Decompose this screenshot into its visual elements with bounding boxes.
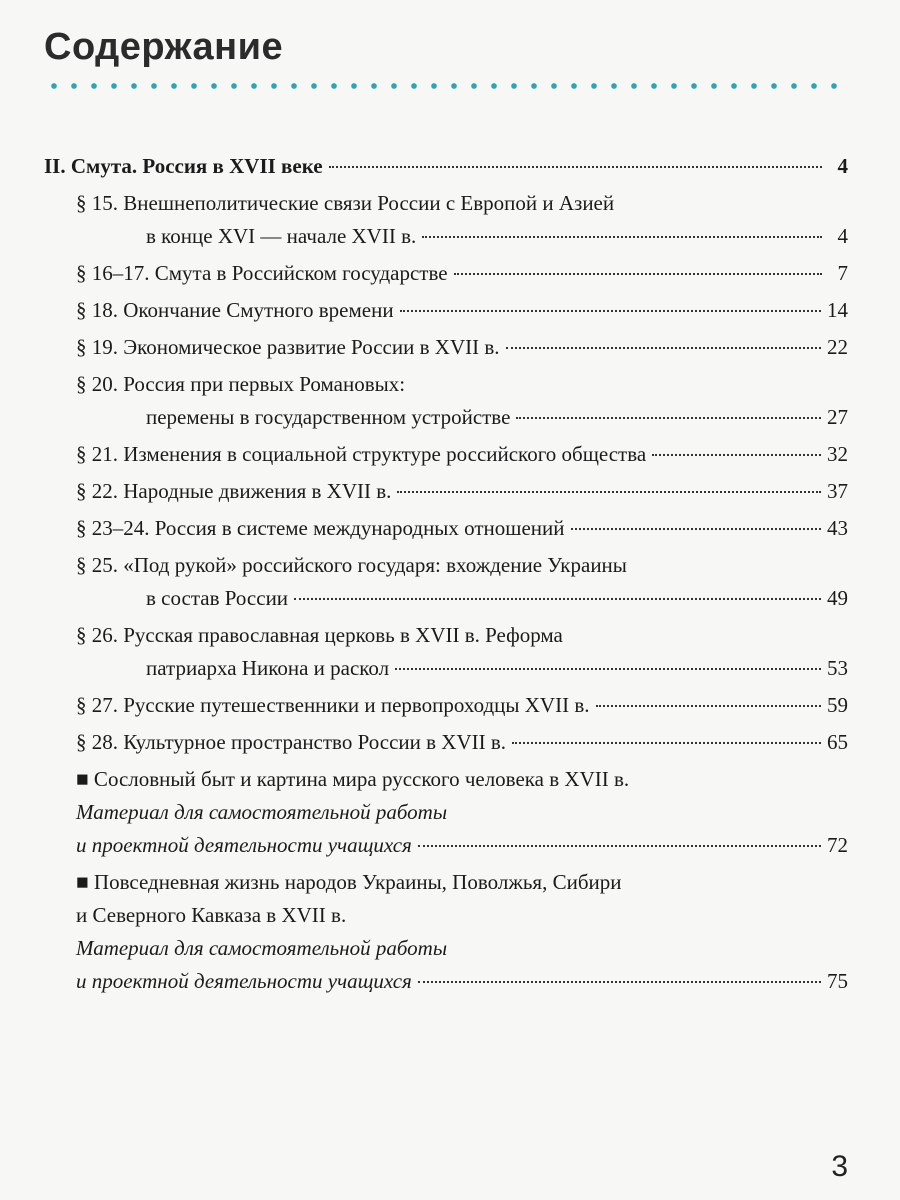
leader-dots	[329, 166, 822, 168]
toc-title: ■ Сословный быт и картина мира русского человека в XVII в.	[76, 767, 630, 791]
toc-note: Материал для самостоятельной работы	[76, 800, 448, 824]
toc-title: ■ Повседневная жизнь народов Украины, Поволжья, Сибири	[76, 870, 622, 894]
toc-note: Материал для самостоятельной работы	[76, 936, 448, 960]
toc-title: § 22. Народные движения в XVII в.	[76, 479, 392, 503]
toc-item[interactable]	[44, 549, 848, 582]
toc-item[interactable]	[44, 475, 848, 508]
toc-page: 59	[827, 693, 848, 717]
toc-item-cont[interactable]	[44, 220, 848, 253]
toc-item[interactable]	[44, 438, 848, 471]
toc-page: 43	[827, 516, 848, 540]
toc-title: § 16–17. Смута в Российском государстве	[76, 261, 448, 285]
toc-item[interactable]	[44, 294, 848, 327]
toc-title: II. Смута. Россия в XVII веке	[44, 154, 323, 178]
toc-extra-item[interactable]	[44, 763, 848, 796]
toc-title-cont: перемены в государственном устройстве	[146, 405, 511, 429]
toc-title: § 19. Экономическое развитие России в XVII в.	[76, 335, 500, 359]
toc-title: § 15. Внешнеполитические связи России с Европой и Азией	[76, 191, 615, 215]
leader-dots	[418, 981, 821, 983]
toc-item[interactable]	[44, 512, 848, 545]
toc-page: 53	[827, 656, 848, 680]
toc-item[interactable]	[44, 726, 848, 759]
table-of-contents	[44, 150, 848, 998]
toc-page: 7	[837, 261, 848, 285]
toc-item[interactable]	[44, 689, 848, 722]
toc-page: 65	[827, 730, 848, 754]
leader-dots	[422, 236, 822, 238]
toc-title: § 21. Изменения в социальной структуре российского общества	[76, 442, 647, 466]
toc-item[interactable]	[44, 619, 848, 652]
toc-title-cont: патриарха Никона и раскол	[146, 656, 390, 680]
toc-extra-item[interactable]	[44, 866, 848, 899]
toc-title: § 26. Русская православная церковь в XVII в. Реформа	[76, 623, 563, 647]
leader-dots	[596, 705, 822, 707]
toc-item[interactable]	[44, 331, 848, 364]
toc-extra-item-cont	[44, 899, 848, 932]
toc-extra-note[interactable]	[44, 829, 848, 862]
dotted-divider	[44, 82, 844, 90]
leader-dots	[506, 347, 821, 349]
toc-title: § 18. Окончание Смутного времени	[76, 298, 394, 322]
toc-page: 75	[827, 969, 848, 993]
toc-note: и проектной деятельности учащихся	[76, 833, 412, 857]
leader-dots	[418, 845, 821, 847]
leader-dots	[294, 598, 821, 600]
leader-dots	[400, 310, 821, 312]
toc-title-cont: в состав России	[146, 586, 289, 610]
page-title: Содержание	[44, 26, 284, 68]
leader-dots	[395, 668, 821, 670]
toc-page: 14	[827, 298, 848, 322]
toc-title-cont: в конце XVI — начале XVII в.	[146, 224, 417, 248]
toc-note: и проектной деятельности учащихся	[76, 969, 412, 993]
toc-page: 49	[827, 586, 848, 610]
leader-dots	[454, 273, 822, 275]
toc-item[interactable]	[44, 187, 848, 220]
toc-title: § 25. «Под рукой» российского государя: вхождение Украины	[76, 553, 627, 577]
toc-extra-note	[44, 932, 848, 965]
toc-extra-note	[44, 796, 848, 829]
toc-title: § 27. Русские путешественники и первопроходцы XVII в.	[76, 693, 590, 717]
toc-page: 22	[827, 335, 848, 359]
toc-title: § 20. Россия при первых Романовых:	[76, 372, 406, 396]
toc-title-cont: и Северного Кавказа в XVII в.	[76, 903, 347, 927]
toc-item[interactable]	[44, 368, 848, 401]
leader-dots	[512, 742, 821, 744]
toc-title: § 23–24. Россия в системе международных отношений	[76, 516, 565, 540]
toc-page: 4	[837, 224, 848, 248]
leader-dots	[571, 528, 821, 530]
toc-extra-note[interactable]	[44, 965, 848, 998]
leader-dots	[652, 454, 821, 456]
toc-item-cont[interactable]	[44, 652, 848, 685]
toc-chapter[interactable]	[44, 150, 848, 183]
leader-dots	[516, 417, 821, 419]
toc-item-cont[interactable]	[44, 582, 848, 615]
toc-page: 72	[827, 833, 848, 857]
page-number: 3	[831, 1150, 848, 1183]
toc-title: § 28. Культурное пространство России в XVII в.	[76, 730, 507, 754]
toc-page: 27	[827, 405, 848, 429]
toc-item[interactable]	[44, 257, 848, 290]
toc-page: 37	[827, 479, 848, 503]
leader-dots	[397, 491, 821, 493]
toc-page: 32	[827, 442, 848, 466]
toc-item-cont[interactable]	[44, 401, 848, 434]
toc-page: 4	[837, 154, 848, 178]
